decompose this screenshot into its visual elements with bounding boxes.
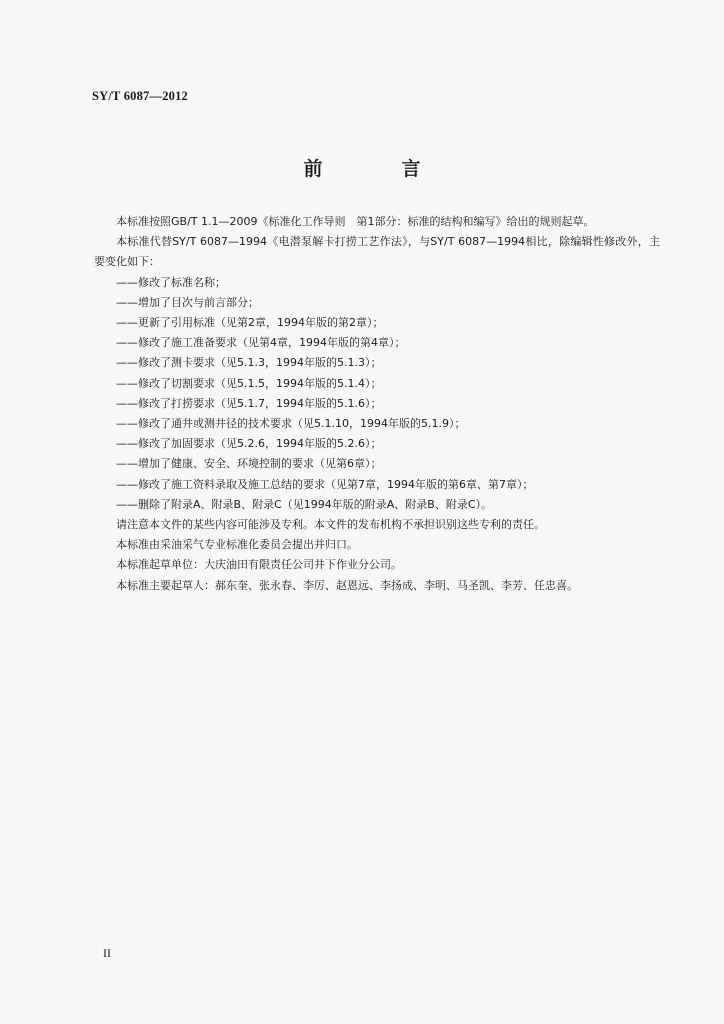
list-item: ——修改了通井或测井径的技术要求（见5.1.10，1994年版的5.1.9）； xyxy=(116,417,466,431)
list-item: ——修改了施工资料录取及施工总结的要求（见第7章，1994年版的第6章、第7章）； xyxy=(116,477,534,491)
page-number: II xyxy=(103,946,111,960)
page-title: 前 言 xyxy=(303,158,451,180)
list-item: ——增加了目次与前言部分； xyxy=(116,295,259,309)
list-item: ——增加了健康、安全、环境控制的要求（见第6章）； xyxy=(116,457,382,471)
list-item: ——修改了加固要求（见5.2.6，1994年版的5.2.6）； xyxy=(116,437,382,451)
list-item: ——删除了附录A、附录B、附录C（见1994年版的附录A、附录B、附录C）。 xyxy=(116,497,492,511)
list-item: ——修改了测卡要求（见5.1.3，1994年版的5.1.3）； xyxy=(116,356,382,370)
list-item: ——修改了切割要求（见5.1.5，1994年版的5.1.4）； xyxy=(116,376,382,390)
list-item: ——修改了标准名称； xyxy=(116,275,226,289)
changes-list xyxy=(94,273,660,515)
paragraph-patent-notice: 请注意本文件的某些内容可能涉及专利。本文件的发布机构不承担识别这些专利的责任。 xyxy=(116,518,545,532)
list-item: ——修改了打捞要求（见5.1.7，1994年版的5.1.6）； xyxy=(116,396,382,410)
paragraph-replacement: 本标准代替SY/T 6087—1994《电潜泵解卡打捞工艺作法》，与SY/T 6087—1994相比，除编辑性修改外，主要变化如下： xyxy=(94,235,660,269)
list-item: ——修改了施工准备要求（见第4章，1994年版的第4章）； xyxy=(116,336,406,350)
paragraph-drafters: 本标准主要起草人：郝东奎、张永春、李厉、赵恩远、李扬成、李明、马圣凯、李芳、任忠喜。 xyxy=(116,578,578,592)
list-item: ——更新了引用标准（见第2章，1994年版的第2章）； xyxy=(116,316,384,330)
paragraph-drafting-rule: 本标准按照GB/T 1.1—2009《标准化工作导则 第1部分：标准的结构和编写》给出的规则起草。 xyxy=(116,215,595,228)
paragraph-proposed-by: 本标准由采油采气专业标准化委员会提出并归口。 xyxy=(116,538,358,552)
paragraph-drafting-unit: 本标准起草单位：大庆油田有限责任公司井下作业分公司。 xyxy=(116,558,402,572)
document-code: SY/T 6087—2012 xyxy=(92,89,188,103)
foreword-body xyxy=(94,212,660,596)
